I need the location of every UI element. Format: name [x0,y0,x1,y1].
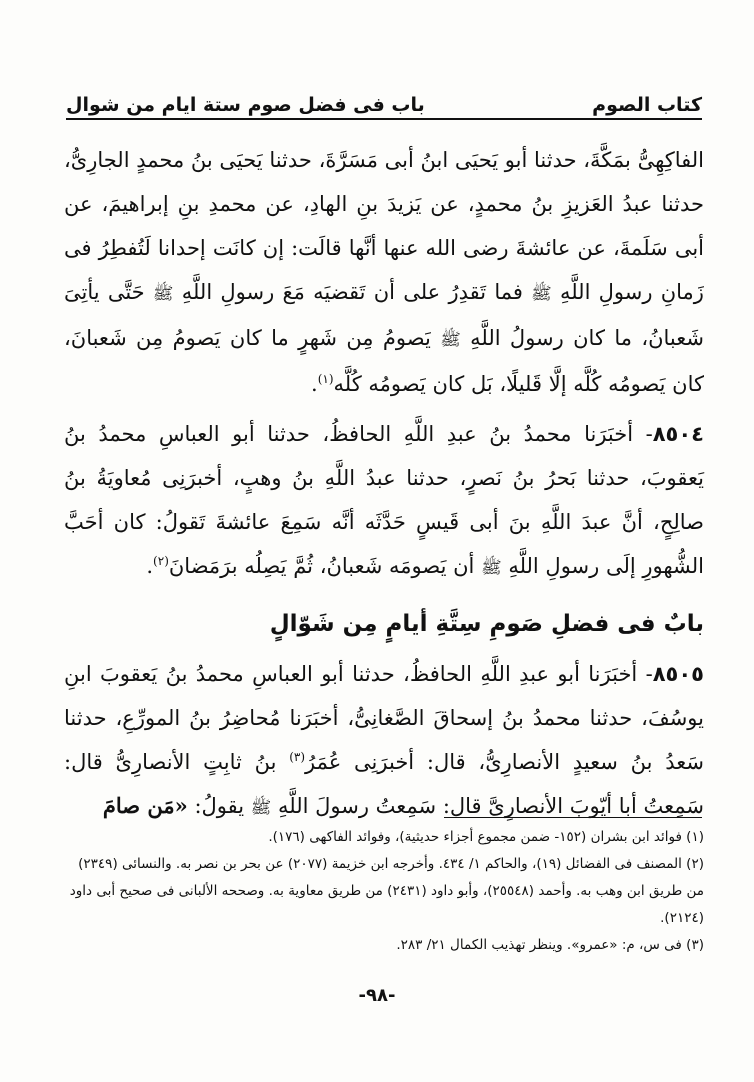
footnote-rule [444,817,702,818]
footnote-3: (٣) فى س، م: «عمرو». وينظر تهذيب الكمال ٢١/ ٢٨٣. [396,937,704,953]
chapter-heading: بابٌ فى فضلِ صَومِ سِتَّةِ أيامٍ مِن شَوّالٍ [269,611,704,637]
para3-text-b: بنُ ثابِتٍ الأنصارِىُّ قال: سَمِعتُ أبا أيّوبَ الأنصارِىَّ قال: سَمِعتُ رسولَ اللَّهِ [64,750,704,818]
salawat-symbol: ﷺ [250,798,272,818]
footnote-ref[interactable]: (١) [317,372,334,386]
salawat-symbol: ﷺ [152,284,174,304]
main-text [64,138,704,830]
running-header [66,84,702,116]
salawat-symbol: ﷺ [440,330,461,350]
para1-text-c: حَتَّى يأتِىَ شَعبانُ، ما كان رسولُ اللَّهِ [64,280,704,350]
hadith-number: ٨٥٠٤ [652,422,704,446]
footnotes [64,824,704,959]
salawat-symbol: ﷺ [531,284,552,304]
para3-text-c: يقولُ: [194,794,245,818]
para1-text-a: الفاكِهِىُّ بمَكَّةَ، حدثنا أبو يَحيَى ابنُ أبى مَسَرَّةَ، حدثنا يَحيَى بنُ محمدٍ الجارِىُّ، حدثنا عبدُ العَزيزِ بنُ محمدٍ، عن يَزيدَ بنِ الهادِ، عن محمدِ بنِ إبراهيمَ، عن أبى سَلَمةَ، عن عائشةَ رضى الله عنها أنَّها قالَت: إن كانَت إحدانا لَتُفطِرُ فى زَمانِ رسولِ اللَّهِ [64,148,704,304]
para1-text-d: يَصومُ مِن شَهرٍ ما كان يَصومُ مِن شَعبانَ، كان يَصومُه كُلَّه إلَّا قَليلًا، بَل كان يَصومُه كُلَّه [64,326,704,396]
header-rule [66,118,702,120]
hadith-number: ٨٥٠٥ [652,662,704,686]
para2-text-a: - أخبَرَنا محمدُ بنُ عبدِ اللَّهِ الحافظُ، حدثنا أبو العباسِ محمدُ بنُ يَعقوبَ، حدثنا بَحرُ بنُ نَصرٍ، حدثنا عبدُ اللَّهِ بنُ وهبٍ، أخبرَنِى مُعاويَةُ بنُ صالِحٍ، أنَّ عبدَ اللَّهِ بنَ أبى قَيسٍ حَدَّثَه أنَّه سَمِعَ عائشةَ تَقولُ: كان أحَبَّ الشُّهورِ إلَى رسولِ اللَّهِ [64,422,704,578]
chapter-title: باب فى فضل صوم ستة ايام من شوال [66,94,425,116]
page-number: -٩٨- [358,985,396,1006]
hadith-quote-start: «مَن صامَ [102,793,188,818]
paragraph-3 [64,652,704,830]
footnote-1: (١) فوائد ابن بشران (١٥٢- ضمن مجموع أجزاء حديثية)، وفوائد الفاكهى (١٧٦). [268,829,704,845]
footnote-ref[interactable]: (٢) [153,554,169,568]
paragraph-1: الفاكِهِىُّ بمَكَّةَ، حدثنا أبو يَحيَى ابنُ أبى مَسَرَّةَ، حدثنا يَحيَى بنُ محمدٍ الجارِىُّ، حدثنا عبدُ العَزيزِ بنُ محمدٍ، عن يَزيدَ بنِ الهادِ، عن محمدِ بنِ إبراهيمَ، عن أبى سَلَمةَ، عن عائشةَ رضى الله عنها أنَّها قالَت: إن كانَت إحدانا لَتُفطِرُ فى زَمانِ رسولِ اللَّهِ ﷺ فما تَقدِرُ على أن تَقضيَه مَعَ رسولِ اللَّهِ ﷺ حَتَّى يأتِىَ شَعبانُ، ما كان رسولُ اللَّهِ ﷺ يَصومُ مِن شَهرٍ ما كان يَصومُ مِن شَعبانَ، كان يَصومُه كُلَّه إلَّا قَليلًا، بَل كان يَصومُه كُلَّه$^{(١)}$. [64,148,704,396]
para1-text-b: فما تَقدِرُ على أن تَقضيَه مَعَ رسولِ اللَّهِ [181,280,523,304]
para2-text-b: أن يَصومَه شَعبانُ، ثُمَّ يَصِلُه برَمَضانَ [168,554,475,578]
paragraph-2: ٨٥٠٤- أخبَرَنا محمدُ بنُ عبدِ اللَّهِ الحافظُ، حدثنا أبو العباسِ محمدُ بنُ يَعقوبَ، حدثنا بَحرُ بنُ نَصرٍ، حدثنا عبدُ اللَّهِ بنُ وهبٍ، أخبرَنِى مُعاويَةُ بنُ صالِحٍ، أنَّ عبدَ اللَّهِ بنَ أبى قَيسٍ حَدَّثَه أنَّه سَمِعَ عائشةَ تَقولُ: كان أحَبَّ الشُّهورِ إلَى رسولِ اللَّهِ ﷺ أن يَصومَه شَعبانُ، ثُمَّ يَصِلُه برَمَضانَ$^{(٢)}$. [64,422,704,578]
salawat-symbol: ﷺ [481,558,502,578]
book-title: كتاب الصوم [592,94,702,116]
footnote-ref[interactable]: (٣) [289,750,306,764]
para3-text-a: - أخبَرَنا أبو عبدِ اللَّهِ الحافظُ، حدثنا أبو العباسِ محمدُ بنُ يَعقوبَ ابنِ يوسُفَ، حدثنا محمدُ بنُ إسحاقَ الصَّغانِىُّ، أخبَرَنا مُحاضِرُ بنُ المورِّعِ، حدثنا سَعدُ بنُ سعيدٍ الأنصارِىُّ، قال: أخبرَنِى عُمَرُ [64,662,704,774]
footnote-2: (٢) المصنف فى الفضائل (١٩)، والحاكم ١/ ٤٣٤. وأخرجه ابن خزيمة (٢٠٧٧) عن بحر بن نصر به. والنسائى (٢٣٤٩) من طريق ابن وهب به. وأحمد (٢٥٥٤٨)، وأبو داود (٢٤٣١) من طريق معاوية به. وصححه الألبانى فى صحيح أبى داود (٢١٢٤). [69,856,704,926]
